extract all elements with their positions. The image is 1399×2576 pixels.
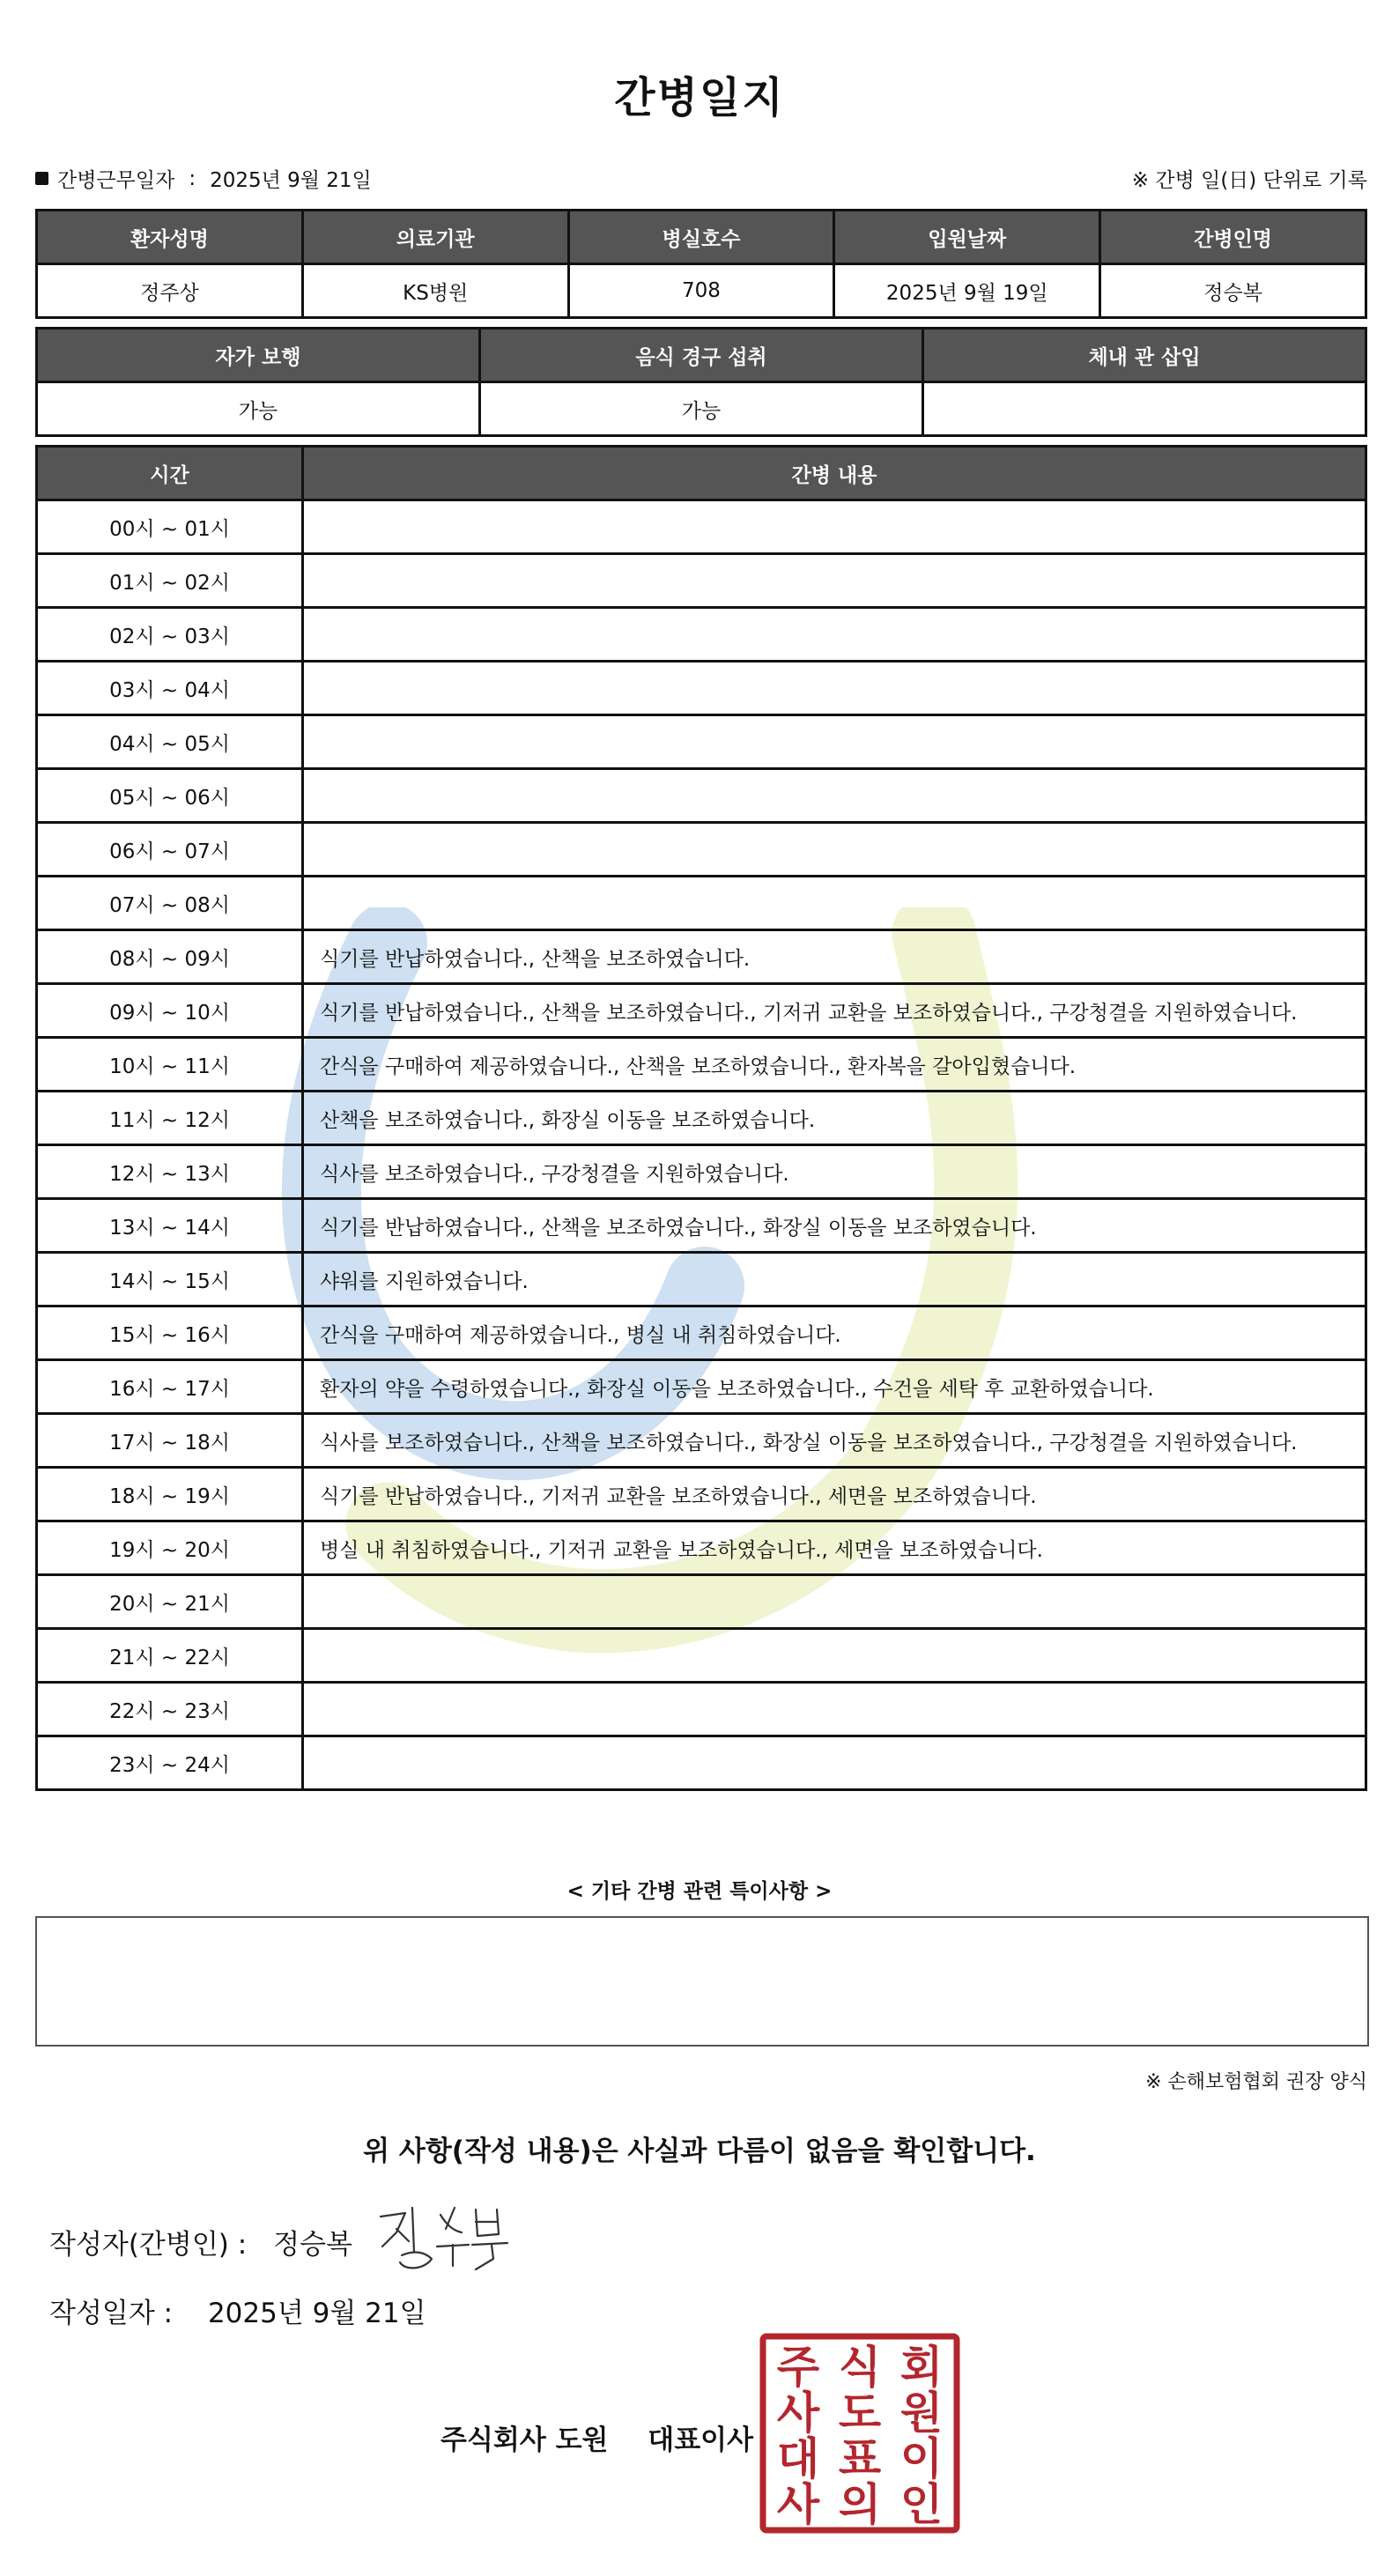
log-time-cell: 09시 ~ 10시 bbox=[37, 984, 303, 1038]
tube-value bbox=[923, 382, 1366, 436]
log-time-cell: 06시 ~ 07시 bbox=[37, 823, 303, 877]
table-row bbox=[37, 1307, 1366, 1360]
seal-glyph: 사 bbox=[776, 2387, 820, 2439]
writer-name: 정승복 bbox=[273, 2229, 353, 2261]
seal-glyph: 대 bbox=[776, 2433, 820, 2484]
table-row bbox=[37, 823, 1366, 877]
log-content-cell: 식사를 보조하였습니다., 구강청결을 지원하였습니다. bbox=[303, 1145, 1366, 1199]
log-content-cell bbox=[303, 662, 1366, 715]
seal-glyph: 인 bbox=[899, 2479, 944, 2530]
log-content-cell bbox=[303, 1736, 1366, 1790]
log-content-cell: 산책을 보조하였습니다., 화장실 이동을 보조하였습니다. bbox=[303, 1092, 1366, 1145]
table-row bbox=[37, 1521, 1366, 1575]
table-row bbox=[37, 769, 1366, 823]
table-row bbox=[37, 1736, 1366, 1790]
bullet-square-icon bbox=[35, 172, 48, 185]
table-row bbox=[37, 877, 1366, 930]
walking-value: 가능 bbox=[37, 382, 480, 436]
log-content-cell: 간식을 구매하여 제공하였습니다., 병실 내 취침하였습니다. bbox=[303, 1307, 1366, 1360]
confirmation-statement: 위 사항(작성 내용)은 사실과 다름이 없음을 확인합니다. bbox=[363, 2136, 1036, 2167]
table-row bbox=[37, 1629, 1366, 1683]
ability-header-oral-intake: 음식 경구 섭취 bbox=[480, 329, 923, 382]
written-date-label: 작성일자 : bbox=[49, 2298, 174, 2329]
work-date-separator: : bbox=[189, 167, 196, 190]
log-time-cell: 15시 ~ 16시 bbox=[37, 1307, 303, 1360]
unit-note: ※ 간병 일(日) 단위로 기록 bbox=[1131, 169, 1367, 192]
form-footnote: ※ 손해보험협회 권장 양식 bbox=[1145, 2071, 1367, 2093]
patient-info-header-row bbox=[37, 211, 1366, 264]
table-row bbox=[37, 662, 1366, 715]
log-content-cell bbox=[303, 877, 1366, 930]
log-time-cell: 05시 ~ 06시 bbox=[37, 769, 303, 823]
log-content-cell: 샤워를 지원하였습니다. bbox=[303, 1253, 1366, 1307]
ability-header-walking: 자가 보행 bbox=[37, 329, 480, 382]
log-content-cell bbox=[303, 608, 1366, 662]
log-time-cell: 04시 ~ 05시 bbox=[37, 715, 303, 769]
patient-name-value: 정주상 bbox=[37, 264, 303, 318]
log-time-cell: 23시 ~ 24시 bbox=[37, 1736, 303, 1790]
ability-value-row bbox=[37, 382, 1366, 436]
log-time-cell: 18시 ~ 19시 bbox=[37, 1468, 303, 1521]
table-row bbox=[37, 1038, 1366, 1092]
log-time-cell: 13시 ~ 14시 bbox=[37, 1199, 303, 1253]
log-time-cell: 02시 ~ 03시 bbox=[37, 608, 303, 662]
log-time-cell: 03시 ~ 04시 bbox=[37, 662, 303, 715]
seal-glyph: 사 bbox=[776, 2479, 820, 2530]
log-content-cell bbox=[303, 823, 1366, 877]
patient-header-caregiver: 간병인명 bbox=[1100, 211, 1366, 264]
caregiver-name-value: 정승복 bbox=[1100, 264, 1366, 318]
seal-glyph: 표 bbox=[838, 2433, 882, 2484]
log-content-cell bbox=[303, 500, 1366, 554]
log-content-cell bbox=[303, 769, 1366, 823]
hourly-log-table bbox=[35, 445, 1367, 1791]
patient-header-hospital: 의료기관 bbox=[302, 211, 568, 264]
log-time-cell: 22시 ~ 23시 bbox=[37, 1683, 303, 1736]
remarks-title: < 기타 간병 관련 특이사항 > bbox=[566, 1880, 833, 1903]
ability-header-tube: 체내 관 삽입 bbox=[923, 329, 1366, 382]
patient-info-value-row bbox=[37, 264, 1366, 318]
seal-glyph: 식 bbox=[838, 2342, 882, 2393]
log-content-cell: 식기를 반납하였습니다., 산책을 보조하였습니다., 화장실 이동을 보조하였습니다. bbox=[303, 1199, 1366, 1253]
log-content-cell bbox=[303, 1575, 1366, 1629]
writer-label: 작성자(간병인) : bbox=[49, 2229, 248, 2261]
work-date-value: 2025년 9월 21일 bbox=[210, 169, 372, 192]
seal-glyph: 이 bbox=[899, 2433, 944, 2484]
table-row bbox=[37, 1468, 1366, 1521]
log-content-cell bbox=[303, 715, 1366, 769]
remarks-box bbox=[35, 1916, 1369, 2047]
table-row bbox=[37, 1092, 1366, 1145]
table-row bbox=[37, 554, 1366, 608]
log-content-cell: 식기를 반납하였습니다., 산책을 보조하였습니다. bbox=[303, 930, 1366, 984]
table-row bbox=[37, 500, 1366, 554]
seal-glyph: 회 bbox=[899, 2342, 944, 2393]
written-date-value: 2025년 9월 21일 bbox=[207, 2298, 426, 2329]
page-title: 간병일지 bbox=[614, 73, 785, 122]
table-row bbox=[37, 1575, 1366, 1629]
work-date-label: 간병근무일자 bbox=[57, 169, 175, 192]
log-content-cell: 병실 내 취침하였습니다., 기저귀 교환을 보조하였습니다., 세면을 보조하였습니다. bbox=[303, 1521, 1366, 1575]
log-header-time: 시간 bbox=[37, 447, 303, 500]
log-content-cell: 식사를 보조하였습니다., 산책을 보조하였습니다., 화장실 이동을 보조하였습니다., 구강청결을 지원하였습니다. bbox=[303, 1414, 1366, 1468]
log-rows bbox=[37, 500, 1366, 1790]
patient-header-admission-date: 입원날짜 bbox=[834, 211, 1100, 264]
log-time-cell: 12시 ~ 13시 bbox=[37, 1145, 303, 1199]
log-content-cell bbox=[303, 554, 1366, 608]
log-time-cell: 14시 ~ 15시 bbox=[37, 1253, 303, 1307]
table-row bbox=[37, 1145, 1366, 1199]
company-name: 주식회사 도원 bbox=[440, 2424, 609, 2456]
seal-glyph: 원 bbox=[899, 2387, 944, 2439]
log-time-cell: 08시 ~ 09시 bbox=[37, 930, 303, 984]
table-row bbox=[37, 715, 1366, 769]
log-content-cell: 식기를 반납하였습니다., 산책을 보조하였습니다., 기저귀 교환을 보조하였습니다., 구강청결을 지원하였습니다. bbox=[303, 984, 1366, 1038]
log-content-cell: 식기를 반납하였습니다., 기저귀 교환을 보조하였습니다., 세면을 보조하였습니다. bbox=[303, 1468, 1366, 1521]
written-date-line bbox=[49, 2291, 426, 2330]
log-header-content: 간병 내용 bbox=[303, 447, 1366, 500]
patient-header-room: 병실호수 bbox=[568, 211, 834, 264]
patient-info-table bbox=[35, 209, 1367, 319]
table-row bbox=[37, 984, 1366, 1038]
table-row bbox=[37, 608, 1366, 662]
room-value: 708 bbox=[568, 264, 834, 318]
hospital-value: KS병원 bbox=[302, 264, 568, 318]
table-row bbox=[37, 1683, 1366, 1736]
seal-glyph: 의 bbox=[838, 2479, 882, 2530]
admission-date-value: 2025년 9월 19일 bbox=[834, 264, 1100, 318]
table-row bbox=[37, 1253, 1366, 1307]
log-content-cell: 간식을 구매하여 제공하였습니다., 산책을 보조하였습니다., 환자복을 갈아입혔습니다. bbox=[303, 1038, 1366, 1092]
log-time-cell: 10시 ~ 11시 bbox=[37, 1038, 303, 1092]
log-content-cell bbox=[303, 1683, 1366, 1736]
log-time-cell: 11시 ~ 12시 bbox=[37, 1092, 303, 1145]
table-row bbox=[37, 1360, 1366, 1414]
log-time-cell: 07시 ~ 08시 bbox=[37, 877, 303, 930]
handwritten-signature bbox=[370, 2197, 520, 2278]
company-seal-stamp bbox=[759, 2333, 960, 2534]
work-date-line bbox=[35, 164, 372, 193]
oral-intake-value: 가능 bbox=[480, 382, 923, 436]
company-representative-title: 대표이사 bbox=[648, 2424, 754, 2456]
ability-table bbox=[35, 327, 1367, 437]
table-row bbox=[37, 930, 1366, 984]
log-time-cell: 01시 ~ 02시 bbox=[37, 554, 303, 608]
company-line bbox=[440, 2417, 753, 2457]
ability-header-row bbox=[37, 329, 1366, 382]
patient-header-name: 환자성명 bbox=[37, 211, 303, 264]
table-row bbox=[37, 1199, 1366, 1253]
table-row bbox=[37, 1414, 1366, 1468]
seal-glyph: 주 bbox=[776, 2342, 820, 2393]
log-time-cell: 16시 ~ 17시 bbox=[37, 1360, 303, 1414]
log-content-cell bbox=[303, 1629, 1366, 1683]
seal-glyph: 도 bbox=[838, 2387, 882, 2439]
log-time-cell: 19시 ~ 20시 bbox=[37, 1521, 303, 1575]
log-time-cell: 21시 ~ 22시 bbox=[37, 1629, 303, 1683]
log-time-cell: 00시 ~ 01시 bbox=[37, 500, 303, 554]
log-time-cell: 20시 ~ 21시 bbox=[37, 1575, 303, 1629]
log-content-cell: 환자의 약을 수령하였습니다., 화장실 이동을 보조하였습니다., 수건을 세탁 후 교환하였습니다. bbox=[303, 1360, 1366, 1414]
writer-line bbox=[49, 2222, 352, 2261]
log-time-cell: 17시 ~ 18시 bbox=[37, 1414, 303, 1468]
log-header-row bbox=[37, 447, 1366, 500]
